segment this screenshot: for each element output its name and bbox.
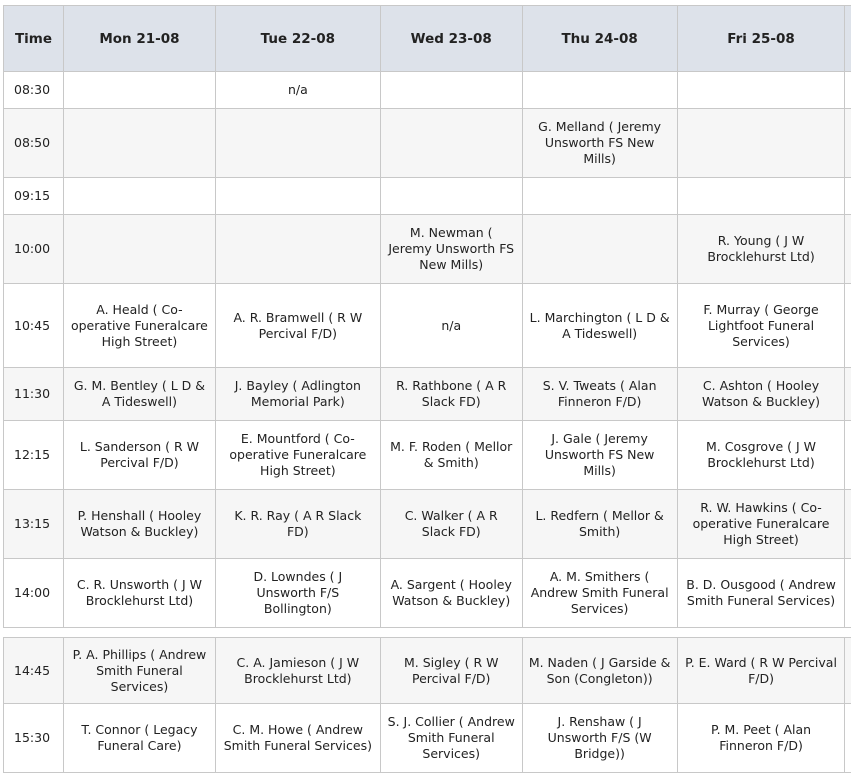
slot-cell: R. Rathbone ( A R Slack FD) [380, 368, 522, 421]
slot-cell [63, 109, 215, 178]
table-row [4, 178, 851, 215]
slot-cell: n/a [380, 284, 522, 368]
slot-cell: G. Melland ( Jeremy Unsworth FS New Mills) [522, 109, 677, 178]
table-row [4, 284, 851, 368]
slot-cell [522, 215, 677, 284]
time-cell: 14:45 [4, 638, 64, 704]
overflow-cell [845, 109, 851, 178]
slot-cell: R. W. Hawkins ( Co-operative Funeralcare High Street) [677, 490, 845, 559]
table-row [4, 215, 851, 284]
slot-cell: M. Cosgrove ( J W Brocklehurst Ltd) [677, 421, 845, 490]
schedule-table [3, 5, 851, 773]
slot-cell [63, 72, 215, 109]
slot-cell [522, 178, 677, 215]
slot-cell [215, 109, 380, 178]
overflow-cell [845, 559, 851, 628]
table-row [4, 368, 851, 421]
slot-cell: n/a [215, 72, 380, 109]
time-cell: 08:30 [4, 72, 64, 109]
slot-cell: P. Henshall ( Hooley Watson & Buckley) [63, 490, 215, 559]
time-cell: 14:00 [4, 559, 64, 628]
header-mon: Mon 21-08 [63, 6, 215, 72]
overflow-cell [845, 368, 851, 421]
header-tue: Tue 22-08 [215, 6, 380, 72]
slot-cell: C. Walker ( A R Slack FD) [380, 490, 522, 559]
slot-cell: K. R. Ray ( A R Slack FD) [215, 490, 380, 559]
time-cell: 12:15 [4, 421, 64, 490]
overflow-cell [845, 178, 851, 215]
slot-cell: A. R. Bramwell ( R W Percival F/D) [215, 284, 380, 368]
slot-cell [677, 109, 845, 178]
time-cell: 13:15 [4, 490, 64, 559]
slot-cell: B. D. Ousgood ( Andrew Smith Funeral Services) [677, 559, 845, 628]
slot-cell [215, 215, 380, 284]
slot-cell: L. Redfern ( Mellor & Smith) [522, 490, 677, 559]
slot-cell: S. J. Collier ( Andrew Smith Funeral Services) [380, 704, 522, 773]
slot-cell: P. M. Peet ( Alan Finneron F/D) [677, 704, 845, 773]
slot-cell: S. V. Tweats ( Alan Finneron F/D) [522, 368, 677, 421]
time-cell: 11:30 [4, 368, 64, 421]
slot-cell: R. Young ( J W Brocklehurst Ltd) [677, 215, 845, 284]
slot-cell: L. Marchington ( L D & A Tideswell) [522, 284, 677, 368]
slot-cell: M. Naden ( J Garside & Son (Congleton)) [522, 638, 677, 704]
slot-cell: L. Sanderson ( R W Percival F/D) [63, 421, 215, 490]
slot-cell [380, 72, 522, 109]
table-row [4, 559, 851, 628]
slot-cell [215, 178, 380, 215]
table-row [4, 421, 851, 490]
slot-cell [63, 215, 215, 284]
slot-cell: C. A. Jamieson ( J W Brocklehurst Ltd) [215, 638, 380, 704]
slot-cell: G. M. Bentley ( L D & A Tideswell) [63, 368, 215, 421]
slot-cell [522, 72, 677, 109]
header-wed: Wed 23-08 [380, 6, 522, 72]
time-cell: 10:45 [4, 284, 64, 368]
row-gap [4, 628, 851, 638]
header-thu: Thu 24-08 [522, 6, 677, 72]
overflow-cell [845, 215, 851, 284]
slot-cell [677, 178, 845, 215]
table-row [4, 72, 851, 109]
overflow-cell [845, 72, 851, 109]
header-time: Time [4, 6, 64, 72]
overflow-cell [845, 490, 851, 559]
slot-cell: T. Connor ( Legacy Funeral Care) [63, 704, 215, 773]
slot-cell: M. Newman ( Jeremy Unsworth FS New Mills) [380, 215, 522, 284]
slot-cell: A. Sargent ( Hooley Watson & Buckley) [380, 559, 522, 628]
slot-cell: M. F. Roden ( Mellor & Smith) [380, 421, 522, 490]
slot-cell [380, 109, 522, 178]
slot-cell: J. Bayley ( Adlington Memorial Park) [215, 368, 380, 421]
slot-cell: F. Murray ( George Lightfoot Funeral Services) [677, 284, 845, 368]
gap-cell [4, 628, 851, 638]
slot-cell: J. Gale ( Jeremy Unsworth FS New Mills) [522, 421, 677, 490]
overflow-cell [845, 284, 851, 368]
overflow-cell [845, 638, 851, 704]
slot-cell [380, 178, 522, 215]
time-cell: 15:30 [4, 704, 64, 773]
slot-cell: J. Renshaw ( J Unsworth F/S (W Bridge)) [522, 704, 677, 773]
table-row [4, 704, 851, 773]
slot-cell: M. Sigley ( R W Percival F/D) [380, 638, 522, 704]
slot-cell [677, 72, 845, 109]
header-row [4, 6, 851, 72]
slot-cell: A. M. Smithers ( Andrew Smith Funeral Services) [522, 559, 677, 628]
slot-cell: C. M. Howe ( Andrew Smith Funeral Services) [215, 704, 380, 773]
slot-cell: C. R. Unsworth ( J W Brocklehurst Ltd) [63, 559, 215, 628]
slot-cell: C. Ashton ( Hooley Watson & Buckley) [677, 368, 845, 421]
time-cell: 09:15 [4, 178, 64, 215]
overflow-cell [845, 704, 851, 773]
slot-cell: P. A. Phillips ( Andrew Smith Funeral Services) [63, 638, 215, 704]
slot-cell: E. Mountford ( Co-operative Funeralcare High Street) [215, 421, 380, 490]
slot-cell: P. E. Ward ( R W Percival F/D) [677, 638, 845, 704]
table-row [4, 109, 851, 178]
slot-cell: A. Heald ( Co-operative Funeralcare High Street) [63, 284, 215, 368]
header-overflow [845, 6, 851, 72]
header-fri: Fri 25-08 [677, 6, 845, 72]
overflow-cell [845, 421, 851, 490]
table-row [4, 490, 851, 559]
slot-cell [63, 178, 215, 215]
time-cell: 08:50 [4, 109, 64, 178]
table-row [4, 638, 851, 704]
slot-cell: D. Lowndes ( J Unsworth F/S Bollington) [215, 559, 380, 628]
time-cell: 10:00 [4, 215, 64, 284]
